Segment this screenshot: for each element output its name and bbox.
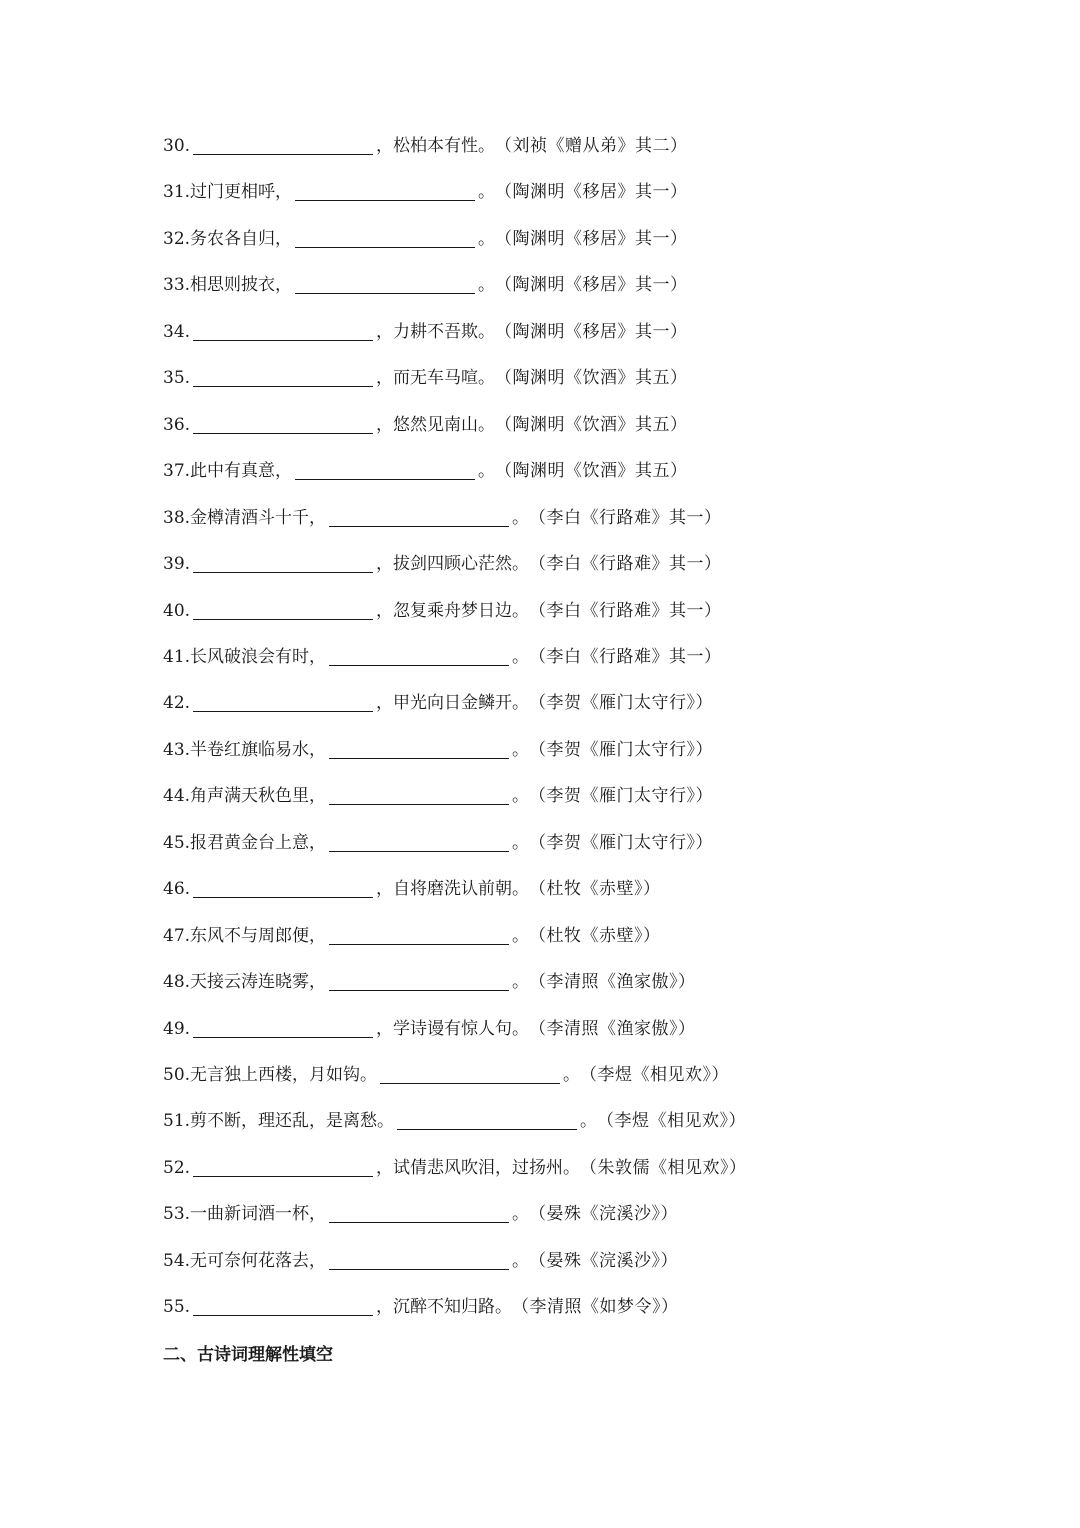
question-prompt: 金樽清酒斗十千， bbox=[190, 508, 327, 528]
question-number: 43. bbox=[163, 740, 191, 760]
answer-blank[interactable] bbox=[329, 738, 509, 759]
question-line bbox=[163, 1153, 747, 1183]
question-number: 52. bbox=[163, 1158, 191, 1178]
question-line bbox=[163, 270, 688, 300]
question-continuation: 。 bbox=[512, 1204, 530, 1224]
question-continuation: 。 bbox=[478, 182, 496, 202]
question-continuation: 。 bbox=[512, 740, 530, 760]
question-line bbox=[163, 642, 722, 672]
question-continuation: ，试倩悲风吹泪，过扬州。 bbox=[376, 1158, 581, 1178]
question-prompt: 剪不断，理还乱，是离愁。 bbox=[190, 1111, 395, 1131]
question-line bbox=[163, 549, 722, 579]
answer-blank[interactable] bbox=[329, 1249, 509, 1270]
question-line bbox=[163, 781, 713, 811]
poem-source: （晏殊《浣溪沙》） bbox=[529, 1251, 679, 1271]
answer-blank[interactable] bbox=[397, 1109, 577, 1130]
question-continuation: 。 bbox=[512, 786, 530, 806]
question-continuation: 。 bbox=[478, 461, 496, 481]
poem-source: （陶渊明《饮酒》其五） bbox=[495, 368, 688, 388]
question-line bbox=[163, 596, 722, 626]
answer-blank[interactable] bbox=[193, 599, 373, 620]
poem-source: （陶渊明《饮酒》其五） bbox=[495, 461, 688, 481]
question-prompt: 半卷红旗临易水， bbox=[190, 740, 327, 760]
poem-source: （李清照《渔家傲》） bbox=[529, 972, 696, 992]
answer-blank[interactable] bbox=[295, 459, 475, 480]
question-number: 49. bbox=[163, 1019, 191, 1039]
answer-blank[interactable] bbox=[295, 227, 475, 248]
answer-blank[interactable] bbox=[380, 1063, 560, 1084]
question-continuation: ，沉醉不知归路。 bbox=[376, 1297, 513, 1317]
answer-blank[interactable] bbox=[329, 970, 509, 991]
question-number: 42. bbox=[163, 693, 191, 713]
answer-blank[interactable] bbox=[193, 320, 373, 341]
question-line bbox=[163, 1060, 729, 1090]
question-number: 54. bbox=[163, 1251, 191, 1271]
poem-source: （朱敦儒《相见欢》） bbox=[580, 1158, 747, 1178]
answer-blank[interactable] bbox=[193, 691, 373, 712]
question-number: 41. bbox=[163, 647, 191, 667]
question-line bbox=[163, 131, 688, 161]
poem-source: （陶渊明《移居》其一） bbox=[495, 322, 688, 342]
answer-blank[interactable] bbox=[193, 366, 373, 387]
poem-source: （李清照《如梦令》） bbox=[512, 1297, 679, 1317]
question-continuation: ，忽复乘舟梦日边。 bbox=[376, 601, 530, 621]
question-prompt: 务农各自归， bbox=[190, 229, 293, 249]
question-continuation: 。 bbox=[512, 647, 530, 667]
poem-source: （刘祯《赠从弟》其二） bbox=[495, 136, 688, 156]
question-line bbox=[163, 224, 688, 254]
question-number: 48. bbox=[163, 972, 191, 992]
question-continuation: ，学诗谩有惊人句。 bbox=[376, 1019, 530, 1039]
question-number: 35. bbox=[163, 368, 191, 388]
answer-blank[interactable] bbox=[329, 831, 509, 852]
poem-source: （杜牧《赤壁》） bbox=[529, 926, 661, 946]
question-line bbox=[163, 317, 688, 347]
question-continuation: 。 bbox=[512, 972, 530, 992]
question-number: 31. bbox=[163, 182, 191, 202]
question-line bbox=[163, 1014, 696, 1044]
question-line bbox=[163, 735, 713, 765]
answer-blank[interactable] bbox=[295, 180, 475, 201]
question-prompt: 东风不与周郎便， bbox=[190, 926, 327, 946]
question-line bbox=[163, 688, 713, 718]
question-line bbox=[163, 410, 688, 440]
question-prompt: 角声满天秋色里， bbox=[190, 786, 327, 806]
poem-source: （李白《行路难》其一） bbox=[529, 508, 722, 528]
answer-blank[interactable] bbox=[193, 413, 373, 434]
question-continuation: 。 bbox=[512, 833, 530, 853]
question-number: 36. bbox=[163, 415, 191, 435]
section-heading: 二、古诗词理解性填空 bbox=[163, 1345, 333, 1365]
answer-blank[interactable] bbox=[193, 1156, 373, 1177]
answer-blank[interactable] bbox=[193, 1295, 373, 1316]
question-number: 46. bbox=[163, 879, 191, 899]
question-continuation: 。 bbox=[563, 1065, 581, 1085]
poem-source: （陶渊明《饮酒》其五） bbox=[495, 415, 688, 435]
question-number: 53. bbox=[163, 1204, 191, 1224]
question-line bbox=[163, 363, 688, 393]
poem-source: （李贺《雁门太守行》） bbox=[529, 833, 714, 853]
question-prompt: 天接云涛连晓雾， bbox=[190, 972, 327, 992]
poem-source: （李煜《相见欢》） bbox=[597, 1111, 747, 1131]
question-line bbox=[163, 177, 688, 207]
question-number: 47. bbox=[163, 926, 191, 946]
question-line bbox=[163, 828, 713, 858]
question-continuation: 。 bbox=[478, 229, 496, 249]
question-continuation: 。 bbox=[478, 275, 496, 295]
question-line bbox=[163, 1292, 679, 1322]
question-number: 38. bbox=[163, 508, 191, 528]
answer-blank[interactable] bbox=[329, 1202, 509, 1223]
question-continuation: 。 bbox=[512, 508, 530, 528]
question-prompt: 此中有真意， bbox=[190, 461, 293, 481]
poem-source: （李白《行路难》其一） bbox=[529, 647, 722, 667]
question-number: 50. bbox=[163, 1065, 191, 1085]
question-prompt: 相思则披衣， bbox=[190, 275, 293, 295]
question-prompt: 一曲新词酒一杯， bbox=[190, 1204, 327, 1224]
poem-source: （陶渊明《移居》其一） bbox=[495, 275, 688, 295]
question-number: 33. bbox=[163, 275, 191, 295]
poem-source: （李清照《渔家傲》） bbox=[529, 1019, 696, 1039]
question-number: 32. bbox=[163, 229, 191, 249]
question-continuation: ，拔剑四顾心茫然。 bbox=[376, 554, 530, 574]
poem-source: （杜牧《赤壁》） bbox=[529, 879, 661, 899]
question-line bbox=[163, 1199, 678, 1229]
question-continuation: 。 bbox=[512, 1251, 530, 1271]
answer-blank[interactable] bbox=[193, 1017, 373, 1038]
answer-blank[interactable] bbox=[329, 924, 509, 945]
question-line bbox=[163, 921, 661, 951]
poem-source: （陶渊明《移居》其一） bbox=[495, 182, 688, 202]
question-continuation: 。 bbox=[580, 1111, 598, 1131]
question-line bbox=[163, 1106, 746, 1136]
answer-blank[interactable] bbox=[193, 134, 373, 155]
poem-source: （李贺《雁门太守行》） bbox=[529, 786, 714, 806]
question-number: 34. bbox=[163, 322, 191, 342]
answer-blank[interactable] bbox=[329, 506, 509, 527]
answer-blank[interactable] bbox=[329, 645, 509, 666]
question-number: 44. bbox=[163, 786, 191, 806]
question-continuation: ，而无车马喧。 bbox=[376, 368, 496, 388]
answer-blank[interactable] bbox=[193, 552, 373, 573]
question-line bbox=[163, 967, 696, 997]
poem-source: （陶渊明《移居》其一） bbox=[495, 229, 688, 249]
question-line bbox=[163, 1246, 678, 1276]
question-number: 37. bbox=[163, 461, 191, 481]
question-continuation: ，悠然见南山。 bbox=[376, 415, 496, 435]
question-continuation: ，松柏本有性。 bbox=[376, 136, 496, 156]
question-prompt: 过门更相呼， bbox=[190, 182, 293, 202]
question-continuation: ，自将磨洗认前朝。 bbox=[376, 879, 530, 899]
question-number: 55. bbox=[163, 1297, 191, 1317]
question-number: 30. bbox=[163, 136, 191, 156]
question-number: 39. bbox=[163, 554, 191, 574]
question-continuation: ，甲光向日金鳞开。 bbox=[376, 693, 530, 713]
answer-blank[interactable] bbox=[295, 273, 475, 294]
poem-source: （李白《行路难》其一） bbox=[529, 554, 722, 574]
question-prompt: 长风破浪会有时， bbox=[190, 647, 327, 667]
answer-blank[interactable] bbox=[329, 784, 509, 805]
question-number: 40. bbox=[163, 601, 191, 621]
question-line bbox=[163, 456, 688, 486]
question-line bbox=[163, 874, 661, 904]
poem-source: （李贺《雁门太守行》） bbox=[529, 693, 714, 713]
question-line bbox=[163, 503, 722, 533]
poem-source: （晏殊《浣溪沙》） bbox=[529, 1204, 679, 1224]
answer-blank[interactable] bbox=[193, 877, 373, 898]
question-number: 45. bbox=[163, 833, 191, 853]
question-prompt: 无可奈何花落去， bbox=[190, 1251, 327, 1271]
question-prompt: 报君黄金台上意， bbox=[190, 833, 327, 853]
poem-source: （李贺《雁门太守行》） bbox=[529, 740, 714, 760]
question-prompt: 无言独上西楼，月如钩。 bbox=[190, 1065, 378, 1085]
question-number: 51. bbox=[163, 1111, 191, 1131]
poem-source: （李煜《相见欢》） bbox=[580, 1065, 730, 1085]
question-continuation: 。 bbox=[512, 926, 530, 946]
question-continuation: ，力耕不吾欺。 bbox=[376, 322, 496, 342]
poem-source: （李白《行路难》其一） bbox=[529, 601, 722, 621]
